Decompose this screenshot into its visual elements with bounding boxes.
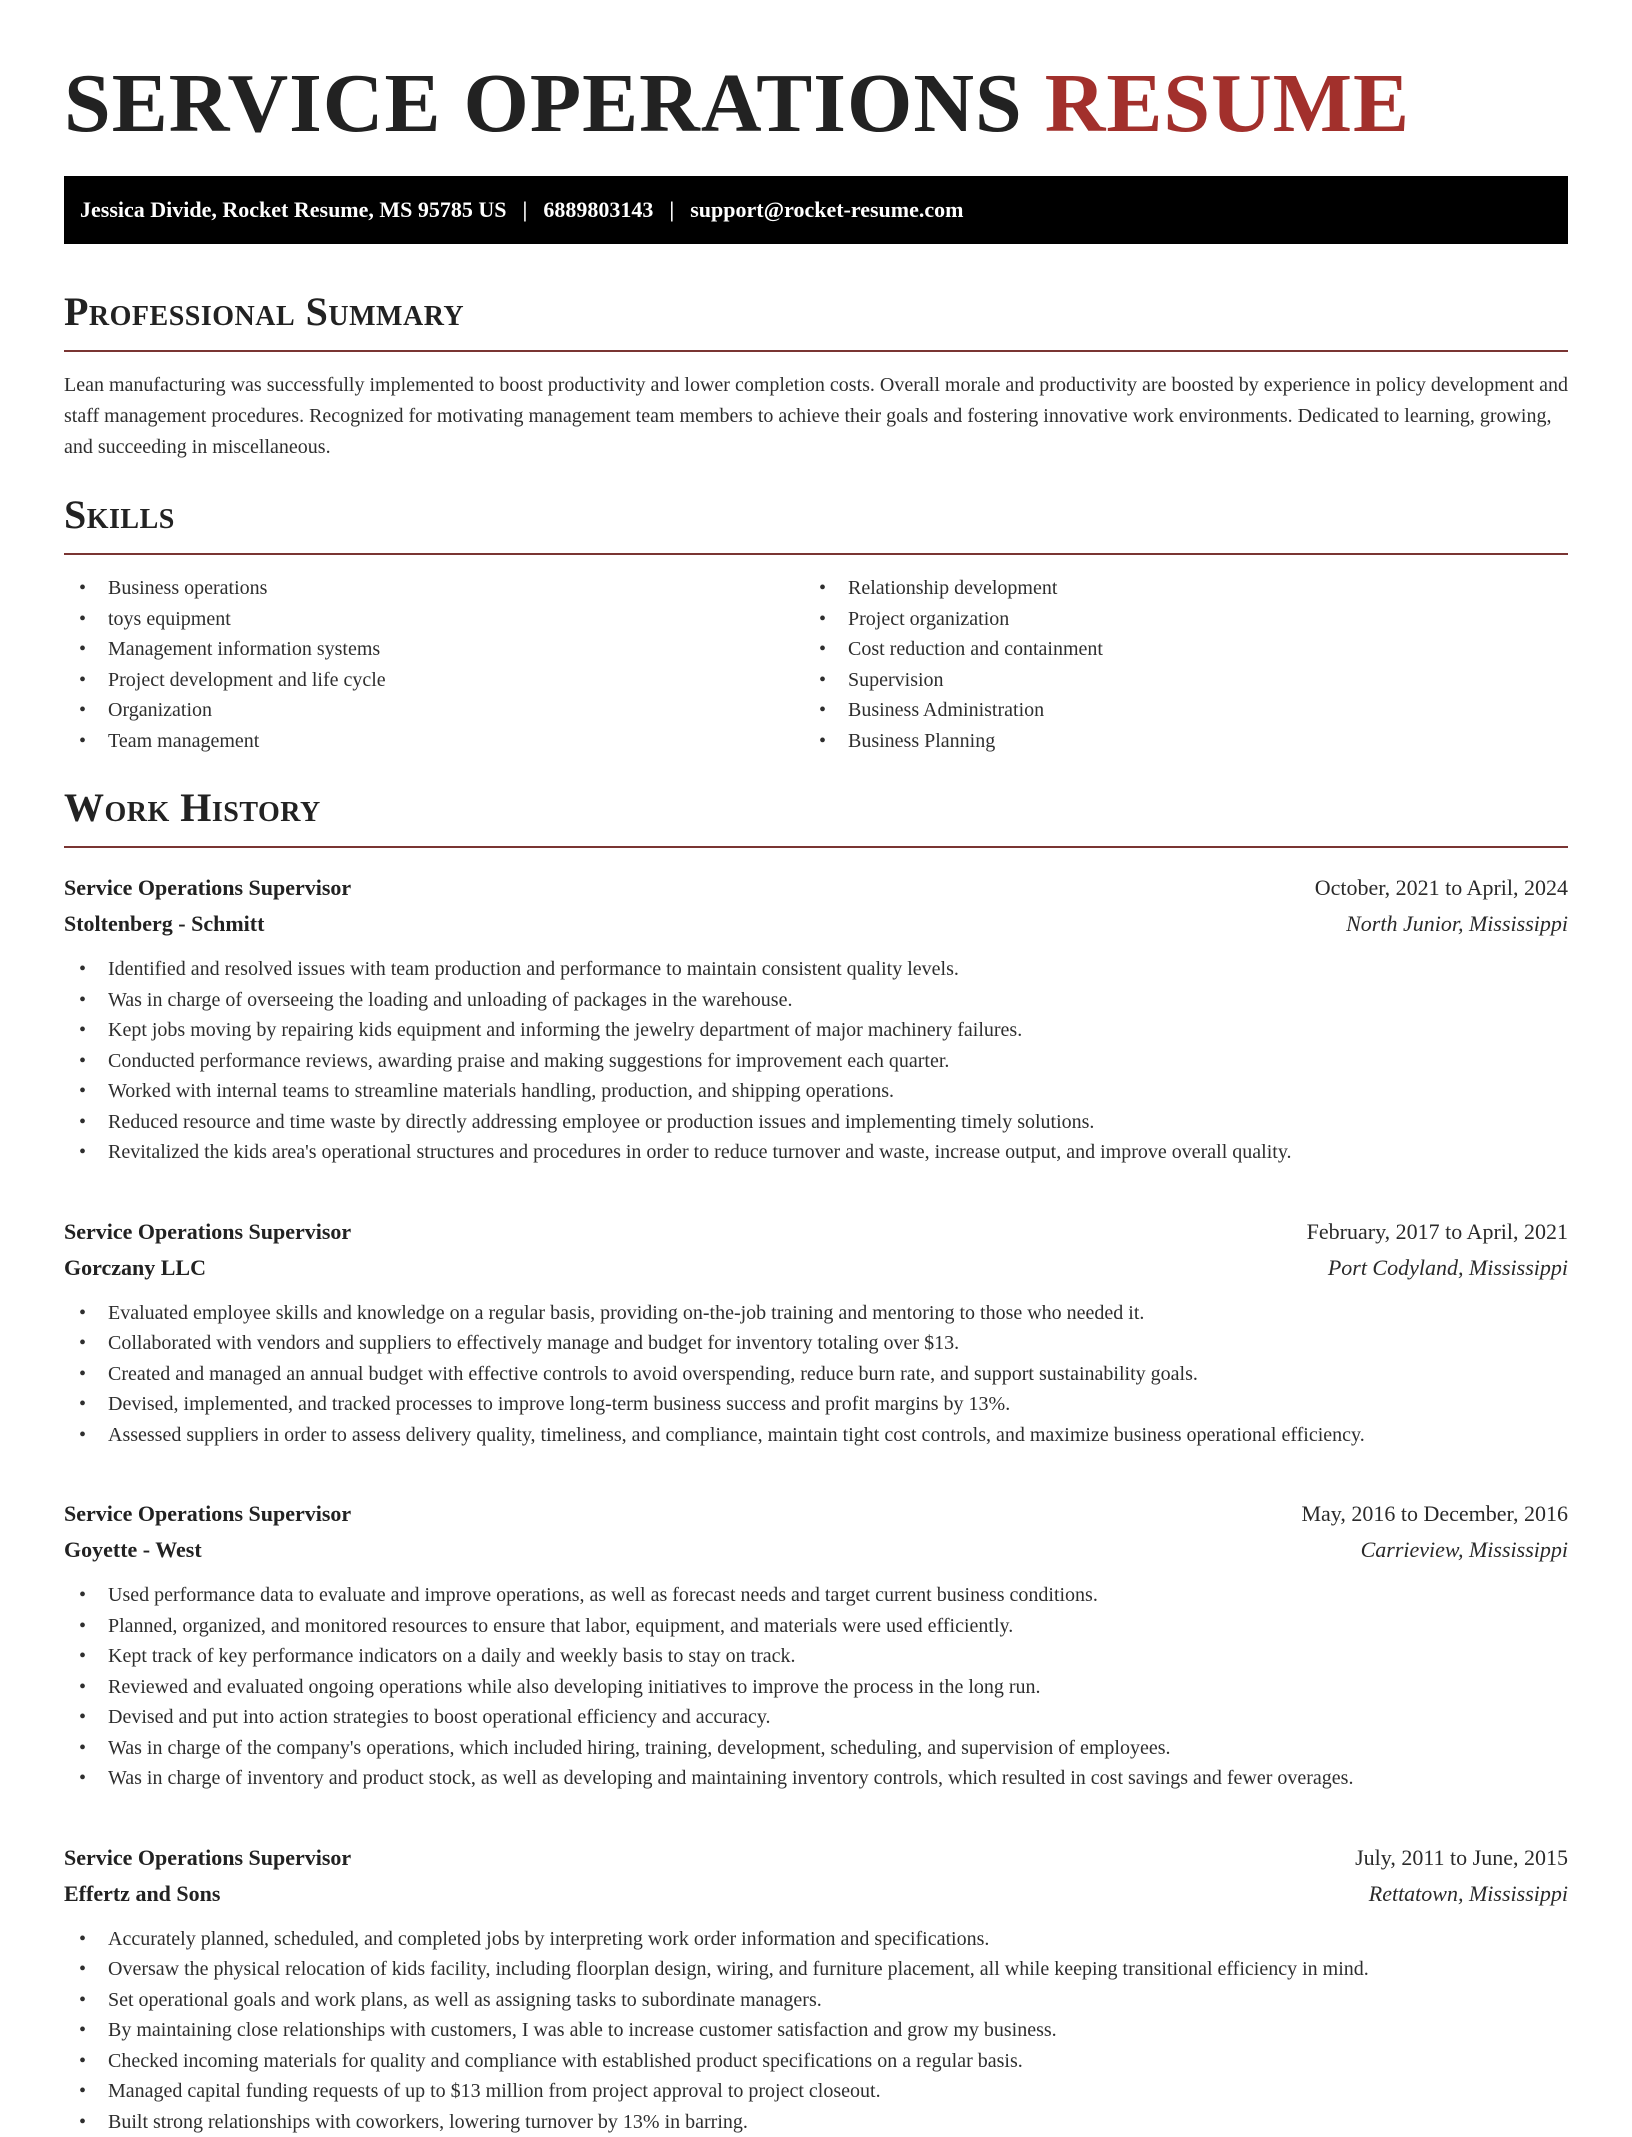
job-duty-item: • By maintaining close relationships with customers, I was able to increase customer satisfaction and grow my business. — [64, 2015, 1568, 2046]
job-duty-item: • Managed capital funding requests of up to $13 million from project approval to project closeout. — [64, 2076, 1568, 2107]
job-duty-item: • Revitalized the kids area's operational structures and procedures in order to reduce turnover and waste, increase output, and improve overall quality. — [64, 1137, 1568, 1168]
skill-item: • Business Planning — [804, 726, 1544, 757]
job-duties-list — [64, 954, 1568, 1168]
job-entry — [64, 870, 1568, 1168]
job-header-row — [64, 1214, 1568, 1250]
job-location: Carrieview, Mississippi — [1361, 1532, 1568, 1568]
job-duty-item: • Created and managed an annual budget with effective controls to avoid overspending, reduce burn rate, and support sustainability goals. — [64, 1359, 1568, 1390]
job-duties-list — [64, 1580, 1568, 1794]
job-title: Service Operations Supervisor — [64, 1840, 351, 1876]
job-duty-item: • Was in charge of the company's operations, which included hiring, training, development, scheduling, and supervision of employees. — [64, 1733, 1568, 1764]
skill-item: • Management information systems — [64, 634, 804, 665]
job-entry — [64, 1214, 1568, 1451]
job-header-row — [64, 870, 1568, 906]
job-duty-item: • Set operational goals and work plans, as well as assigning tasks to subordinate managers. — [64, 1985, 1568, 2016]
skill-item: • Project development and life cycle — [64, 665, 804, 696]
job-duty-item: • Kept jobs moving by repairing kids equipment and informing the jewelry department of major machinery failures. — [64, 1015, 1568, 1046]
job-location: Port Codyland, Mississippi — [1328, 1250, 1568, 1286]
job-title: Service Operations Supervisor — [64, 1496, 351, 1532]
job-header-row — [64, 1496, 1568, 1532]
skills-heading: Skills — [64, 493, 1568, 537]
contact-separator: | — [507, 197, 544, 223]
summary-section — [64, 290, 1568, 463]
job-entry — [64, 1840, 1568, 2137]
job-duty-item: • Assessed suppliers in order to assess delivery quality, timeliness, and compliance, maintain tight cost controls, and maximize business operational efficiency. — [64, 1420, 1568, 1451]
job-duty-item: • Worked with internal teams to streamline materials handling, production, and shipping operations. — [64, 1076, 1568, 1107]
title-main: SERVICE OPERATIONS — [64, 57, 1023, 150]
job-location: North Junior, Mississippi — [1346, 906, 1568, 942]
contact-phone[interactable]: 6889803143 — [543, 197, 653, 223]
job-company-row — [64, 1532, 1568, 1568]
section-divider — [64, 350, 1568, 352]
job-company-row — [64, 1250, 1568, 1286]
job-company-row — [64, 906, 1568, 942]
job-duty-item: • Collaborated with vendors and suppliers to effectively manage and budget for inventory totaling over $13. — [64, 1328, 1568, 1359]
job-location: Rettatown, Mississippi — [1369, 1876, 1568, 1912]
summary-heading: Professional Summary — [64, 290, 1568, 334]
job-duty-item: • Kept track of key performance indicators on a daily and weekly basis to stay on track. — [64, 1641, 1568, 1672]
skills-list-left — [64, 573, 804, 756]
job-company: Stoltenberg - Schmitt — [64, 906, 264, 942]
contact-email[interactable]: support@rocket-resume.com — [690, 197, 963, 223]
skill-item: • Business Administration — [804, 695, 1544, 726]
job-duties-list — [64, 1924, 1568, 2137]
job-dates: October, 2021 to April, 2024 — [1315, 870, 1568, 906]
skill-item: • Project organization — [804, 604, 1544, 635]
job-header-row — [64, 1840, 1568, 1876]
job-company-row — [64, 1876, 1568, 1912]
job-company: Effertz and Sons — [64, 1876, 220, 1912]
document-title — [64, 56, 1568, 152]
section-divider — [64, 553, 1568, 555]
job-duty-item: • Devised, implemented, and tracked processes to improve long-term business success and profit margins by 13%. — [64, 1389, 1568, 1420]
job-title: Service Operations Supervisor — [64, 870, 351, 906]
skill-item: • Organization — [64, 695, 804, 726]
job-duty-item: • Reviewed and evaluated ongoing operations while also developing initiatives to improve the process in the long run. — [64, 1672, 1568, 1703]
skill-item: • Business operations — [64, 573, 804, 604]
skill-item: • Supervision — [804, 665, 1544, 696]
contact-separator: | — [653, 197, 690, 223]
job-title: Service Operations Supervisor — [64, 1214, 351, 1250]
work-history-heading: Work History — [64, 786, 1568, 830]
job-duty-item: • Planned, organized, and monitored resources to ensure that labor, equipment, and materials were used efficiently. — [64, 1611, 1568, 1642]
job-duty-item: • Was in charge of inventory and product stock, as well as developing and maintaining inventory controls, which resulted in cost savings and fewer overages. — [64, 1763, 1568, 1794]
job-dates: February, 2017 to April, 2021 — [1307, 1214, 1568, 1250]
job-duty-item: • Accurately planned, scheduled, and completed jobs by interpreting work order information and specifications. — [64, 1924, 1568, 1955]
resume-page — [64, 0, 1568, 2137]
job-company: Goyette - West — [64, 1532, 202, 1568]
job-duty-item: • Evaluated employee skills and knowledge on a regular basis, providing on-the-job training and mentoring to those who needed it. — [64, 1298, 1568, 1329]
work-history-section — [64, 786, 1568, 2137]
skills-column-left — [64, 573, 804, 756]
skill-item: • toys equipment — [64, 604, 804, 635]
job-duty-item: • Conducted performance reviews, awarding praise and making suggestions for improvement each quarter. — [64, 1046, 1568, 1077]
title-accent: RESUME — [1045, 57, 1410, 150]
job-duty-item: • Used performance data to evaluate and improve operations, as well as forecast needs and target current business conditions. — [64, 1580, 1568, 1611]
section-divider — [64, 846, 1568, 848]
job-duty-item: • Built strong relationships with coworkers, lowering turnover by 13% in barring. — [64, 2107, 1568, 2137]
job-duty-item: • Reduced resource and time waste by directly addressing employee or production issues and implementing timely solutions. — [64, 1107, 1568, 1138]
skill-item: • Relationship development — [804, 573, 1544, 604]
job-duty-item: • Was in charge of overseeing the loading and unloading of packages in the warehouse. — [64, 985, 1568, 1016]
job-entry — [64, 1496, 1568, 1794]
skills-list-right — [804, 573, 1544, 756]
skills-column-right — [804, 573, 1544, 756]
job-duty-item: • Oversaw the physical relocation of kids facility, including floorplan design, wiring, and furniture placement, all while keeping transitional efficiency in mind. — [64, 1954, 1568, 1985]
job-duty-item: • Devised and put into action strategies to boost operational efficiency and accuracy. — [64, 1702, 1568, 1733]
job-duty-item: • Identified and resolved issues with team production and performance to maintain consistent quality levels. — [64, 954, 1568, 985]
summary-text: Lean manufacturing was successfully implemented to boost productivity and lower completion costs. Overall morale and productivity are boosted by experience in policy development and staff management procedures. Recognized for motivating management team members to achieve their goals and fostering innovative work environments. Dedicated to learning, growing, and succeeding in miscellaneous. — [64, 370, 1568, 463]
contact-name-address: Jessica Divide, Rocket Resume, MS 95785 US — [80, 197, 507, 223]
skill-item: • Team management — [64, 726, 804, 757]
job-dates: May, 2016 to December, 2016 — [1301, 1496, 1568, 1532]
job-company: Gorczany LLC — [64, 1250, 206, 1286]
skills-grid — [64, 573, 1568, 756]
contact-bar — [64, 176, 1568, 244]
job-dates: July, 2011 to June, 2015 — [1355, 1840, 1568, 1876]
job-duties-list — [64, 1298, 1568, 1451]
skills-section — [64, 493, 1568, 756]
skill-item: • Cost reduction and containment — [804, 634, 1544, 665]
job-duty-item: • Checked incoming materials for quality and compliance with established product specifications on a regular basis. — [64, 2046, 1568, 2077]
